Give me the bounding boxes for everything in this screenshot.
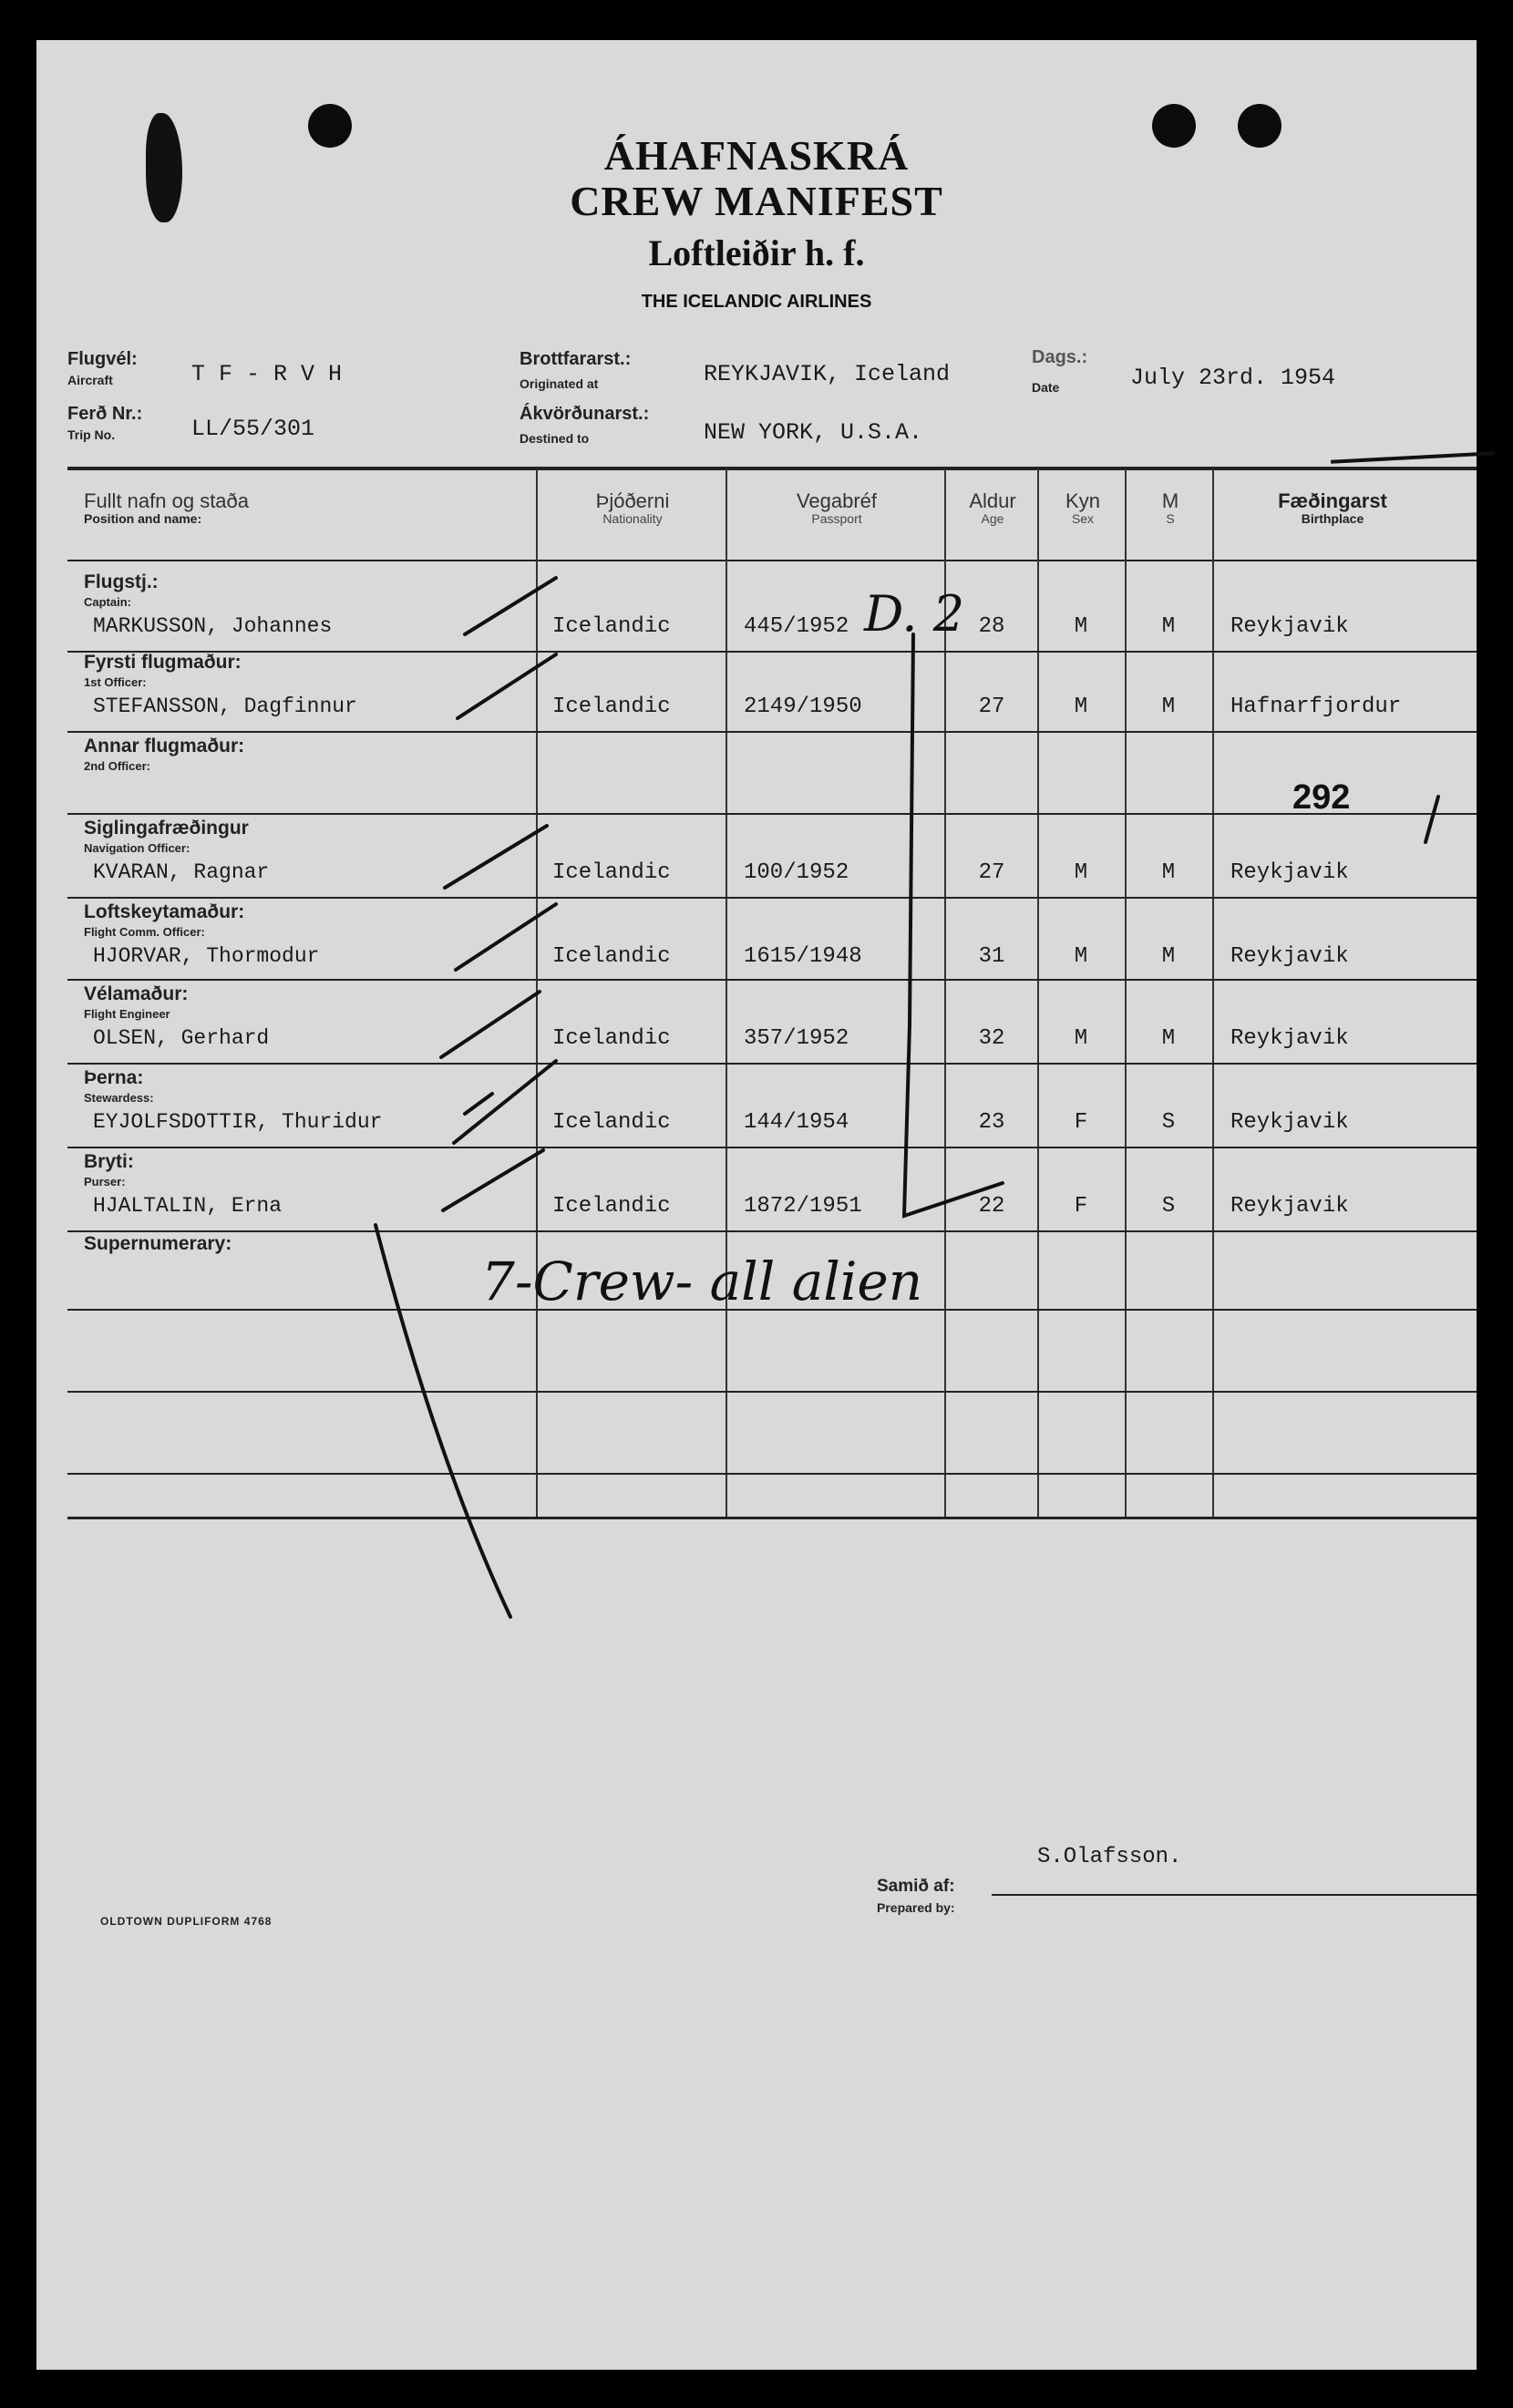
origin-value: REYKJAVIK, Iceland [704,361,951,387]
row-nat: Icelandic [552,860,671,885]
date-label: Dags.: [1032,347,1088,367]
tick-row-7 [454,1061,556,1143]
row-age: 31 [978,944,1005,969]
row-nat: Icelandic [552,695,671,719]
prepared-by-value: S.Olafsson. [1037,1845,1182,1869]
row-name: MARKUSSON, Johannes [93,614,333,638]
row-position-is: Fyrsti flugmaður: [84,652,242,673]
row-ms: M [1161,695,1176,719]
row-passport: 357/1952 [744,1026,849,1051]
tick-row-1 [465,578,556,634]
row-position-is: Bryti: [84,1151,134,1172]
row-ms: M [1161,944,1176,969]
row-sex: M [1074,1026,1088,1051]
company-name: Loftleiðir h. f. [648,232,865,273]
row-position-is: Annar flugmaður: [84,736,245,756]
trip-label: Ferð Nr.: [67,404,143,424]
row-nat: Icelandic [552,1026,671,1051]
col-header-sex-is: Kyn [1065,489,1100,512]
handwritten-crew-note: 7-Crew- all alien [481,1250,923,1312]
row-sex: M [1074,944,1088,969]
row-sex: M [1074,695,1088,719]
date-label-en: Date [1032,380,1060,395]
bracket-stroke [904,634,1003,1216]
aircraft-value: T F - R V H [191,361,343,387]
row-birth: Reykjavik [1230,1110,1349,1135]
row-position-en: Flight Comm. Officer: [84,925,205,939]
row-birth: Reykjavik [1230,860,1349,885]
col-header-passport-is: Vegabréf [796,489,878,512]
col-header-sex-en: Sex [1071,511,1095,527]
prepared-by-label-en: Prepared by: [877,1900,955,1915]
row-position-en: 1st Officer: [84,675,147,689]
origin-label-en: Originated at [520,376,599,391]
col-header-passport-en: Passport [811,511,862,527]
row-passport: 100/1952 [744,860,849,885]
stamp-tick [1426,797,1438,842]
row-age: 27 [978,860,1005,885]
row-passport: 445/1952 [744,614,849,639]
row-ms: S [1161,1194,1176,1219]
row-ms: S [1161,1110,1176,1135]
row-age: 22 [978,1194,1005,1219]
row-name: STEFANSSON, Dagfinnur [93,695,357,718]
row-name: HJALTALIN, Erna [93,1194,283,1218]
row-position-en: Flight Engineer [84,1007,170,1021]
col-header-age-is: Aldur [969,489,1016,512]
row-age: 28 [978,614,1005,639]
tick-row-6 [441,992,540,1057]
row-ms: M [1161,1026,1176,1051]
row-ms: M [1161,860,1176,885]
tick-row-4 [445,826,547,888]
col-header-marital-is: M [1161,489,1179,512]
row-sex: M [1074,614,1088,639]
row-passport: 1872/1951 [744,1194,862,1219]
col-header-age-en: Age [981,511,1004,527]
row-name: EYJOLFSDOTTIR, Thuridur [93,1110,383,1134]
trip-label-en: Trip No. [67,427,116,442]
long-curve-stroke [376,1225,510,1617]
row-name: KVARAN, Ragnar [93,860,270,884]
row-birth: Reykjavik [1230,944,1349,969]
row-position-en: Stewardess: [84,1091,154,1105]
tick-row-5 [456,904,556,970]
title-icelandic: ÁHAFNASKRÁ [603,132,910,179]
tick-row-2 [458,654,556,718]
row-age: 23 [978,1110,1005,1135]
row-name: HJORVAR, Thormodur [93,944,320,968]
supernumerary-label: Supernumerary: [84,1233,232,1254]
pen-strokes [36,40,1477,2370]
company-subtitle: THE ICELANDIC AIRLINES [641,292,872,312]
row-passport: 1615/1948 [744,944,862,969]
prepared-by-label: Samið af: [877,1877,955,1896]
row-name: OLSEN, Gerhard [93,1026,270,1050]
row-age: 32 [978,1026,1005,1051]
form-id: OLDTOWN DUPLIFORM 4768 [100,1915,273,1928]
row-position-en: Purser: [84,1175,126,1189]
prepared-by-line [992,1894,1477,1896]
row-sex: M [1074,860,1088,885]
row-nat: Icelandic [552,1194,671,1219]
row-nat: Icelandic [552,1110,671,1135]
row-passport: 144/1954 [744,1110,849,1135]
col-header-birthplace-is: Fæðingarst [1278,489,1387,512]
row-sex: F [1074,1110,1088,1135]
trip-value: LL/55/301 [191,416,315,442]
row-position-is: Loftskeytamaður: [84,901,245,922]
row-position-is: Flugstj.: [84,571,159,592]
dest-label: Ákvörðunarst.: [520,404,650,424]
col-header-nationality-en: Nationality [602,511,663,527]
manifest-sheet [36,40,1477,2370]
row-sex: F [1074,1194,1088,1219]
row-age: 27 [978,695,1005,719]
row-position-en: Navigation Officer: [84,841,190,855]
row-nat: Icelandic [552,614,671,639]
aircraft-label: Flugvél: [67,349,138,369]
title-english: CREW MANIFEST [570,178,943,224]
col-header-birthplace-en: Birthplace [1301,511,1364,527]
dest-value: NEW YORK, U.S.A. [704,419,923,446]
row-position-is: Siglingafræðingur [84,818,249,839]
dest-label-en: Destined to [520,431,590,446]
date-value: July 23rd. 1954 [1130,365,1336,391]
tick-row-8 [443,1150,543,1210]
row-nat: Icelandic [552,944,671,969]
col-header-nationality-is: Þjóðerni [595,489,670,512]
row-ms: M [1161,614,1176,639]
aircraft-label-en: Aircraft [67,373,113,387]
row-position-is: Vélamaður: [84,983,189,1004]
row-birth: Reykjavik [1230,1026,1349,1051]
row-birth: Hafnarfjordur [1230,695,1402,719]
col-header-marital-en: S [1166,511,1175,527]
handwritten-mark: D. 2 [864,585,965,643]
col-header-name-en: Position and name: [84,511,202,527]
row-birth: Reykjavik [1230,614,1349,639]
stamp-number: 292 [1292,778,1351,817]
row-passport: 2149/1950 [744,695,862,719]
origin-label: Brottfararst.: [520,349,632,369]
row-position-en: 2nd Officer: [84,759,150,773]
row-position-en: Captain: [84,595,131,609]
tick-row-7b [465,1094,492,1114]
col-header-name-is: Fullt nafn og staða [84,489,250,512]
row-birth: Reykjavik [1230,1194,1349,1219]
row-position-is: Þerna: [84,1067,144,1088]
